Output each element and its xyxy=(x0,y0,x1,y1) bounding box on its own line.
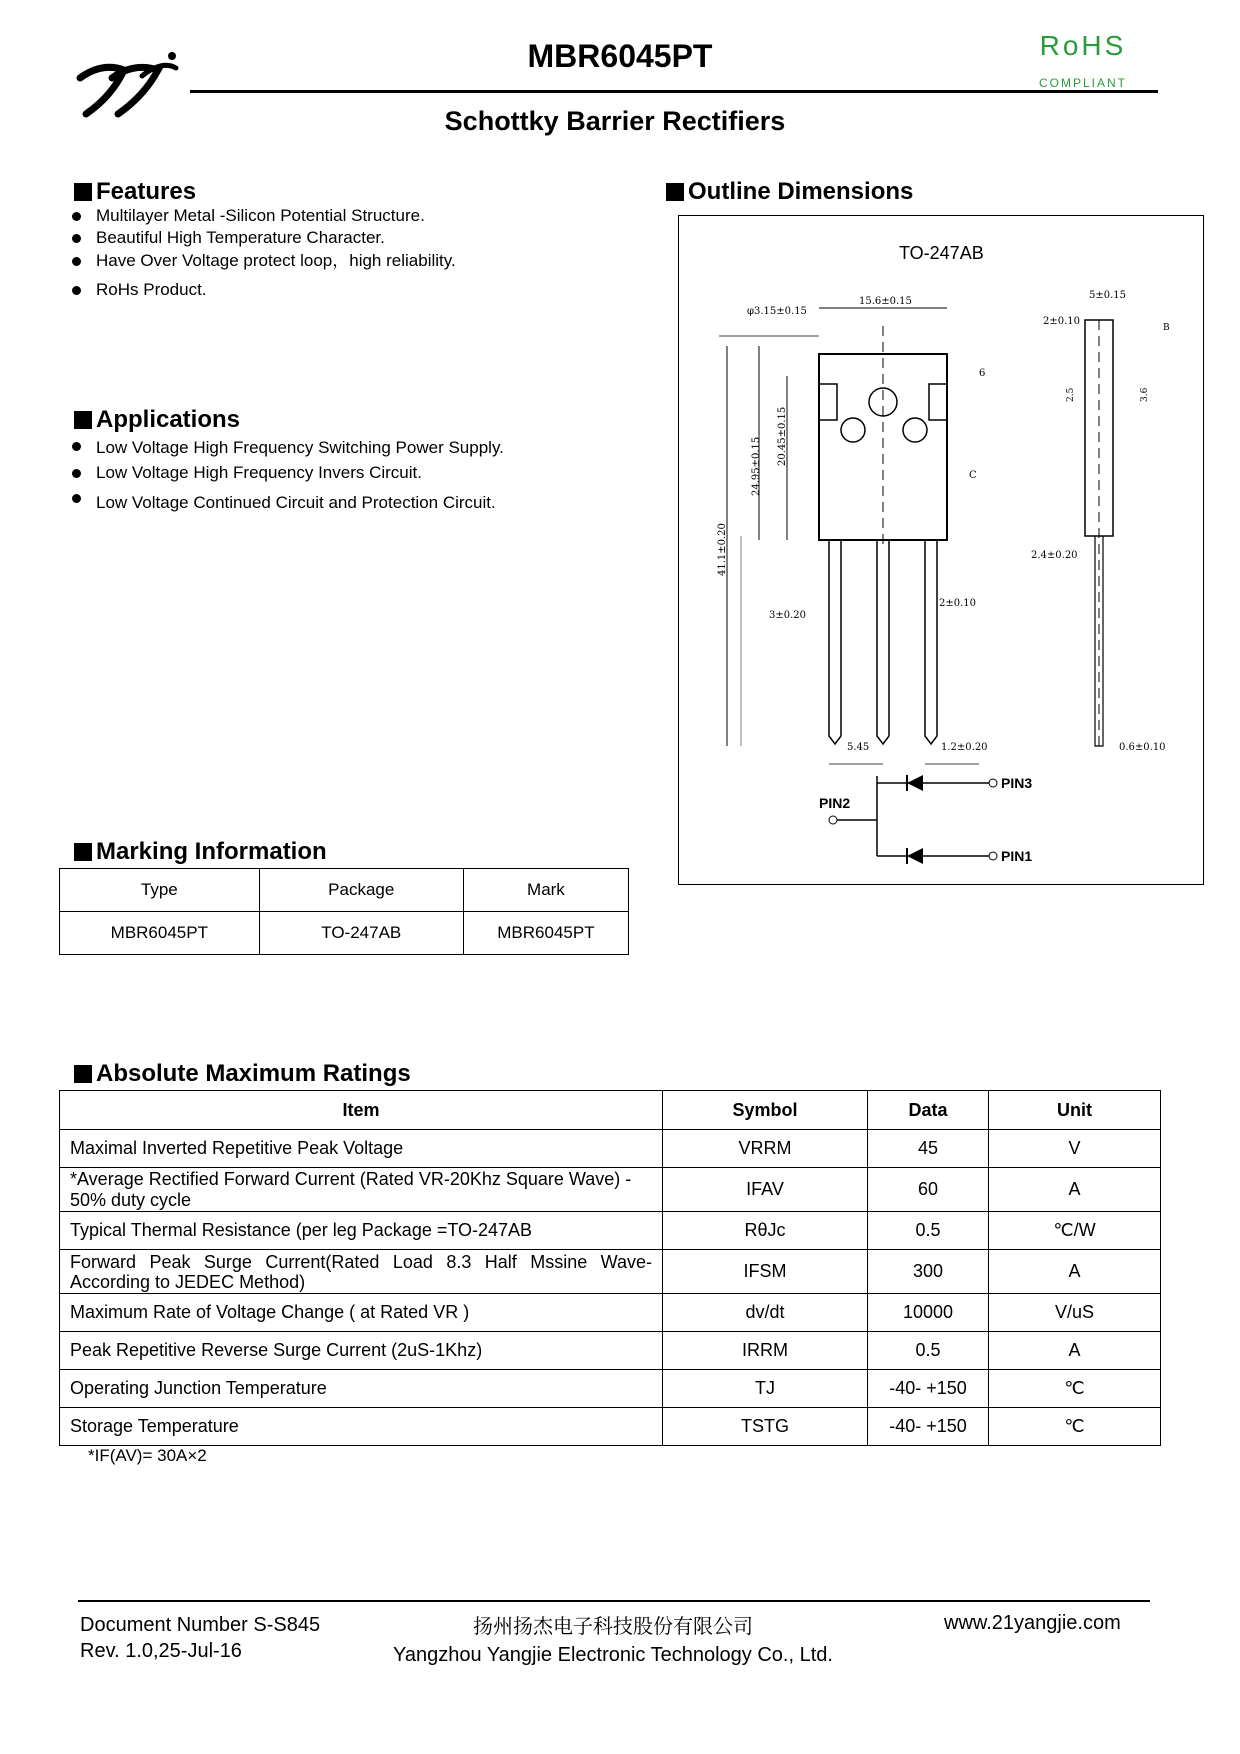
table-cell: IFSM xyxy=(663,1250,868,1294)
table-header-row xyxy=(60,869,629,912)
table-cell: 45 xyxy=(868,1130,989,1168)
pin1-label: PIN1 xyxy=(1001,848,1033,864)
dim-label: 5.45 xyxy=(847,742,870,753)
table-cell: Maximum Rate of Voltage Change ( at Rated VR ) xyxy=(60,1294,663,1332)
dim-label: 6 xyxy=(979,368,986,379)
bullet-icon xyxy=(72,257,81,266)
table-cell: Storage Temperature xyxy=(60,1408,663,1446)
ratings-table xyxy=(59,1090,1161,1446)
revision: Rev. 1.0,25-Jul-16 xyxy=(80,1640,242,1662)
table-cell: Typical Thermal Resistance (per leg Package =TO-247AB xyxy=(60,1212,663,1250)
table-cell: TSTG xyxy=(663,1408,868,1446)
ratings-note: *IF(AV)= 30A×2 xyxy=(88,1446,207,1465)
dim-label: 3±0.20 xyxy=(769,610,807,621)
table-cell: A xyxy=(989,1250,1161,1294)
table-header-cell: Mark xyxy=(463,869,628,912)
bullet-icon xyxy=(72,469,81,478)
table-header-cell: Unit xyxy=(989,1091,1161,1130)
bullet-icon xyxy=(72,286,81,295)
dim-label: φ3.15±0.15 xyxy=(747,306,807,317)
pin3-label: PIN3 xyxy=(1001,775,1033,791)
table-header-cell: Item xyxy=(60,1091,663,1130)
dim-label: 20.45±0.15 xyxy=(777,406,788,466)
outline-drawing xyxy=(678,215,1204,885)
dim-label: C xyxy=(969,470,977,481)
square-bullet-icon xyxy=(666,183,684,201)
table-cell: -40- +150 xyxy=(868,1370,989,1408)
square-bullet-icon xyxy=(74,843,92,861)
square-bullet-icon xyxy=(74,411,92,429)
dim-label: 2±0.10 xyxy=(1043,316,1081,327)
dim-label: 2.4±0.20 xyxy=(1031,550,1078,561)
bullet-icon xyxy=(72,494,81,503)
table-cell: RθJc xyxy=(663,1212,868,1250)
table-row xyxy=(60,1168,1161,1212)
company-name-en: Yangzhou Yangjie Electronic Technology Co., Ltd. xyxy=(393,1644,833,1666)
list-item: Low Voltage Continued Circuit and Protection Circuit. xyxy=(70,488,510,517)
table-cell: VRRM xyxy=(663,1130,868,1168)
dim-label: 41.1±0.20 xyxy=(717,523,728,576)
square-bullet-icon xyxy=(74,1065,92,1083)
table-cell: A xyxy=(989,1168,1161,1212)
table-header-cell: Package xyxy=(259,869,463,912)
outline-heading: Outline Dimensions xyxy=(666,178,913,206)
table-cell: 300 xyxy=(868,1250,989,1294)
table-cell: 0.5 xyxy=(868,1332,989,1370)
header-divider xyxy=(190,90,1158,93)
dim-label: 15.6±0.15 xyxy=(859,296,912,307)
table-cell: MBR6045PT xyxy=(60,912,260,955)
bullet-icon xyxy=(72,212,81,221)
table-cell: A xyxy=(989,1332,1161,1370)
table-cell: Peak Repetitive Reverse Surge Current (2uS-1Khz) xyxy=(60,1332,663,1370)
table-row xyxy=(60,1212,1161,1250)
dim-label: 2±0.10 xyxy=(939,598,977,609)
table-row xyxy=(60,912,629,955)
table-header-cell: Data xyxy=(868,1091,989,1130)
marking-heading: Marking Information xyxy=(74,838,327,866)
pin2-label: PIN2 xyxy=(819,795,851,811)
features-heading: Features xyxy=(74,178,196,206)
table-cell: ℃/W xyxy=(989,1212,1161,1250)
table-cell: -40- +150 xyxy=(868,1408,989,1446)
document-number: Document Number S-S845 xyxy=(80,1614,321,1636)
table-cell: 0.5 xyxy=(868,1212,989,1250)
dim-label: 5±0.15 xyxy=(1089,290,1127,301)
table-cell: ℃ xyxy=(989,1370,1161,1408)
package-label: TO-247AB xyxy=(899,243,984,263)
table-cell: dv/dt xyxy=(663,1294,868,1332)
table-cell: IFAV xyxy=(663,1168,868,1212)
list-item: Have Over Voltage protect loop，high reliability. xyxy=(70,251,630,270)
applications-heading: Applications xyxy=(74,406,240,434)
table-cell: Operating Junction Temperature xyxy=(60,1370,663,1408)
list-item: Multilayer Metal -Silicon Potential Structure. xyxy=(70,206,630,225)
table-cell: *Average Rectified Forward Current (Rated VR-20Khz Square Wave) - 50% duty cycle xyxy=(60,1168,663,1212)
rohs-mark: RoHS xyxy=(1039,30,1127,61)
table-header-cell: Symbol xyxy=(663,1091,868,1130)
table-cell: V/uS xyxy=(989,1294,1161,1332)
table-row xyxy=(60,1130,1161,1168)
list-item: RoHs Product. xyxy=(70,280,630,299)
dim-label: 3.6 xyxy=(1140,387,1150,402)
dim-label: 2.5 xyxy=(1066,387,1076,402)
table-cell: IRRM xyxy=(663,1332,868,1370)
document-subtitle: Schottky Barrier Rectifiers xyxy=(444,106,786,136)
bullet-icon xyxy=(72,442,81,451)
applications-list xyxy=(70,436,510,517)
rohs-compliant-label: COMPLIANT xyxy=(1038,76,1127,90)
square-bullet-icon xyxy=(74,183,92,201)
ratings-heading: Absolute Maximum Ratings xyxy=(74,1060,411,1088)
table-cell: 10000 xyxy=(868,1294,989,1332)
list-item: Beautiful High Temperature Character. xyxy=(70,228,630,247)
list-item: Low Voltage High Frequency Switching Power Supply. xyxy=(70,436,510,459)
part-number-title: MBR6045PT xyxy=(527,38,713,74)
table-cell: TO-247AB xyxy=(259,912,463,955)
website-link[interactable]: www.21yangjie.com xyxy=(944,1612,1121,1634)
bullet-icon xyxy=(72,234,81,243)
table-cell: TJ xyxy=(663,1370,868,1408)
table-cell: 60 xyxy=(868,1168,989,1212)
table-row xyxy=(60,1370,1161,1408)
table-cell: Forward Peak Surge Current(Rated Load 8.3 Half Mssine Wave-According to JEDEC Method) xyxy=(60,1250,663,1294)
table-cell: ℃ xyxy=(989,1408,1161,1446)
company-name-cn: 扬州扬杰电子科技股份有限公司 xyxy=(473,1614,753,1638)
table-row xyxy=(60,1250,1161,1294)
table-cell: V xyxy=(989,1130,1161,1168)
table-header-row xyxy=(60,1091,1161,1130)
table-row xyxy=(60,1408,1161,1446)
dim-label: 24.95±0.15 xyxy=(751,436,762,496)
dim-label: 1.2±0.20 xyxy=(941,742,988,753)
table-cell: MBR6045PT xyxy=(463,912,628,955)
table-cell: Maximal Inverted Repetitive Peak Voltage xyxy=(60,1130,663,1168)
marking-table xyxy=(59,868,629,955)
list-item: Low Voltage High Frequency Invers Circuit. xyxy=(70,463,510,482)
features-list xyxy=(70,206,630,299)
footer-divider xyxy=(78,1600,1150,1602)
table-row xyxy=(60,1332,1161,1370)
dim-label: 0.6±0.10 xyxy=(1119,742,1166,753)
table-header-cell: Type xyxy=(60,869,260,912)
dim-label: B xyxy=(1163,323,1170,333)
table-row xyxy=(60,1294,1161,1332)
